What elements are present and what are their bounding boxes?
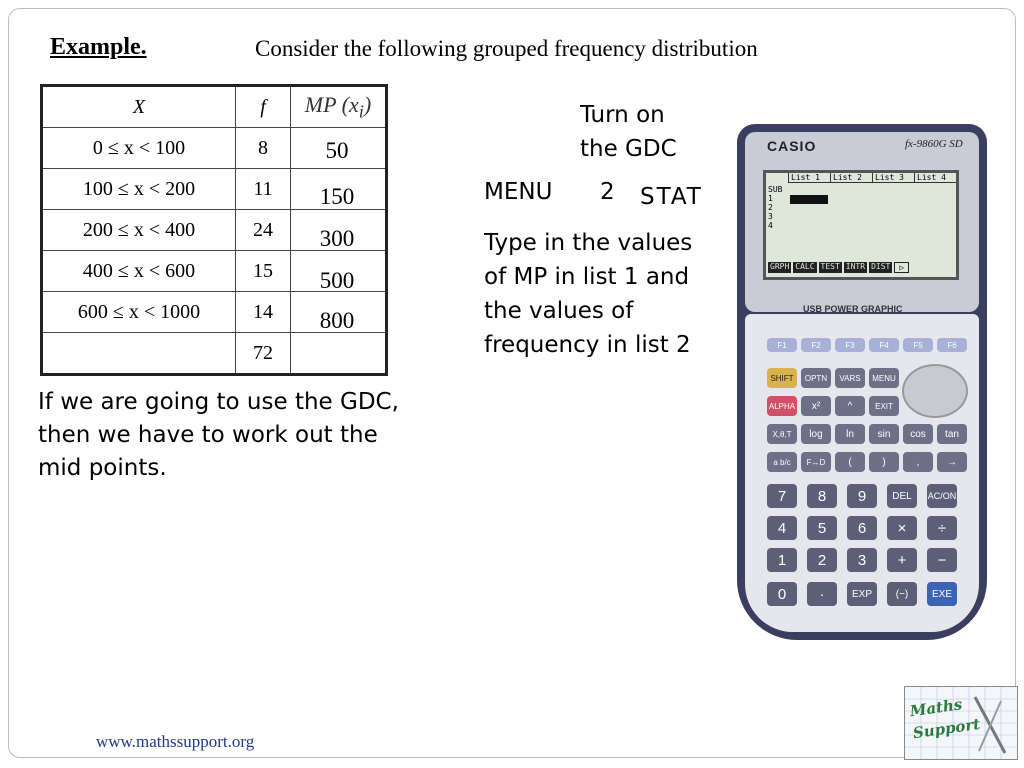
exit-key: EXIT — [869, 396, 899, 416]
arrow-key: → — [937, 452, 967, 472]
square-key: x² — [801, 396, 831, 416]
power-key: ^ — [835, 396, 865, 416]
vars-key: VARS — [835, 368, 865, 388]
key-6: 6 — [847, 516, 877, 540]
del-key: DEL — [887, 484, 917, 508]
screen-soft-keys: GRPH CALC TEST INTR DIST ▷ — [768, 262, 909, 273]
f5-key: F5 — [903, 338, 933, 352]
menu-number: 2 — [600, 179, 615, 205]
f6-key: F6 — [937, 338, 967, 352]
key-9: 9 — [847, 484, 877, 508]
interval-cell: 600 ≤ x < 1000 — [42, 292, 236, 333]
menu-label: MENU — [484, 179, 553, 205]
key-8: 8 — [807, 484, 837, 508]
shift-key: SHIFT — [767, 368, 797, 388]
negative-key: (−) — [887, 582, 917, 606]
replay-pad — [902, 364, 968, 418]
table-total-row — [42, 333, 387, 375]
exp-key: EXP — [847, 582, 877, 606]
key-0: 0 — [767, 582, 797, 606]
optn-key: OPTN — [801, 368, 831, 388]
comma-key: , — [903, 452, 933, 472]
frequency-cell: 24 — [236, 210, 291, 251]
calculator-image — [737, 124, 987, 640]
example-heading: Example. — [50, 34, 147, 60]
f3-key: F3 — [835, 338, 865, 352]
exe-key: EXE — [927, 582, 957, 606]
instructions-text: Type in the values of MP in list 1 and the values of frequency in list 2 — [484, 230, 693, 358]
header-mp: MP $(x_i)$ — [291, 86, 387, 128]
table-header-row — [42, 86, 387, 128]
interval-cell: 100 ≤ x < 200 — [42, 169, 236, 210]
frequency-cell: 15 — [236, 251, 291, 292]
interval-cell: 200 ≤ x < 400 — [42, 210, 236, 251]
minus-key: − — [927, 548, 957, 572]
decimal-key: · — [807, 582, 837, 606]
calculator-screen — [763, 170, 959, 280]
cos-key: cos — [903, 424, 933, 444]
gdc-note: If we are going to use the GDC, then we have to work out the mid points. — [38, 389, 399, 481]
f4-key: F4 — [869, 338, 899, 352]
menu-key: MENU — [869, 368, 899, 388]
mp-value: 800 — [319, 308, 355, 333]
total-frequency: 72 — [236, 333, 291, 375]
frequency-cell: 11 — [236, 169, 291, 210]
maths-support-logo — [904, 686, 1018, 760]
turn-on-text: Turn on the GDC — [580, 102, 677, 162]
ac-on-key: AC/ON — [927, 484, 957, 508]
alpha-key: ALPHA — [767, 396, 797, 416]
key-3: 3 — [847, 548, 877, 572]
frequency-cell: 14 — [236, 292, 291, 333]
xthetat-key: X,θ,T — [767, 424, 797, 444]
mp-value: 150 — [319, 184, 355, 209]
header-x: X — [42, 86, 236, 128]
header-f: f — [236, 86, 291, 128]
fd-key: F↔D — [801, 452, 831, 472]
key-1: 1 — [767, 548, 797, 572]
screen-header-row: List 1 List 2 List 3 List 4 — [788, 173, 956, 183]
key-7: 7 — [767, 484, 797, 508]
plus-key: + — [887, 548, 917, 572]
divide-key: ÷ — [927, 516, 957, 540]
fraction-key: a b/c — [767, 452, 797, 472]
key-4: 4 — [767, 516, 797, 540]
log-key: log — [801, 424, 831, 444]
calculator-brand: CASIO — [767, 138, 817, 154]
sin-key: sin — [869, 424, 899, 444]
mp-value: 50 — [325, 138, 349, 163]
mp-value: 300 — [319, 226, 355, 251]
menu-mode: STAT — [640, 184, 703, 210]
close-paren-key: ) — [869, 452, 899, 472]
empty-cell — [291, 333, 387, 375]
screen-cursor — [790, 195, 828, 204]
tan-key: tan — [937, 424, 967, 444]
calculator-model: fx-9860G SD — [905, 138, 963, 150]
mp-value: 500 — [319, 268, 355, 293]
frequency-cell: 8 — [236, 128, 291, 169]
open-paren-key: ( — [835, 452, 865, 472]
interval-cell: 400 ≤ x < 600 — [42, 251, 236, 292]
screen-row-labels: SUB 1 2 3 4 — [768, 185, 783, 230]
logo-text: Maths Support — [908, 695, 982, 743]
intro-text: Consider the following grouped frequency distribution — [255, 36, 758, 61]
footer-url: www.mathssupport.org — [96, 732, 255, 751]
multiply-key: × — [887, 516, 917, 540]
ln-key: ln — [835, 424, 865, 444]
f2-key: F2 — [801, 338, 831, 352]
f1-key: F1 — [767, 338, 797, 352]
interval-cell: 0 ≤ x < 100 — [42, 128, 236, 169]
empty-cell — [42, 333, 236, 375]
key-5: 5 — [807, 516, 837, 540]
calculator-usb-label: USB POWER GRAPHIC — [803, 304, 903, 314]
key-2: 2 — [807, 548, 837, 572]
